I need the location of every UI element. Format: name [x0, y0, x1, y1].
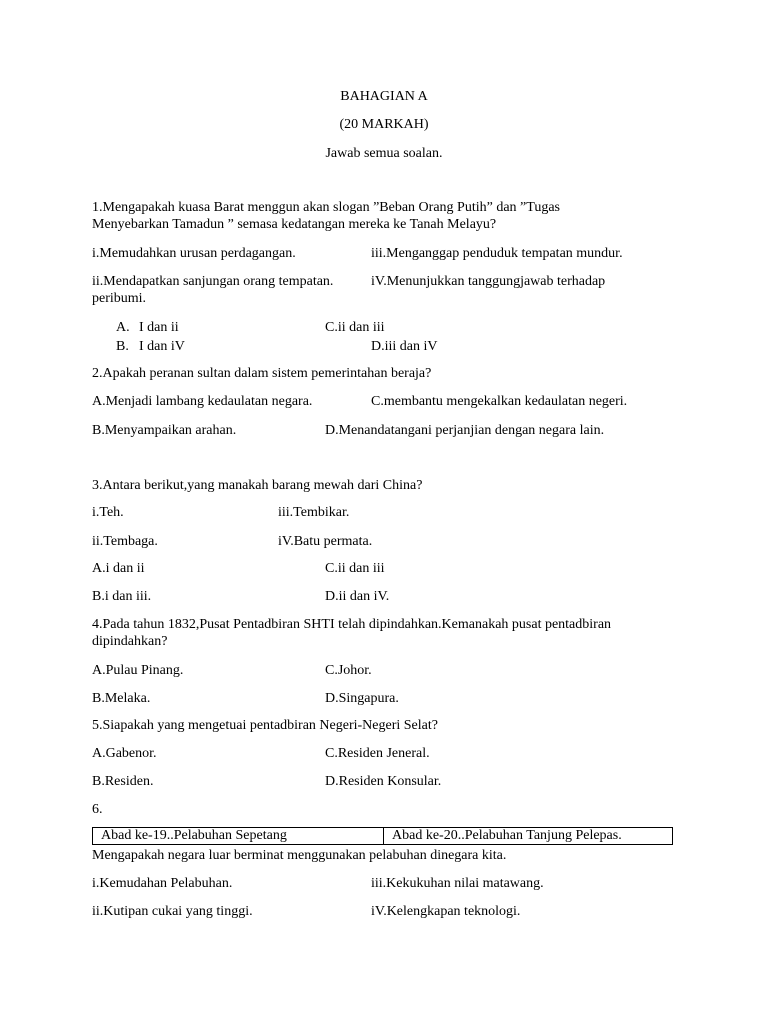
q1-statement-iv: iV.Menunjukkan tanggungjawab terhadap [371, 274, 606, 289]
q5-option-c: C.Residen Jeneral. [325, 746, 430, 761]
q5-option-d: D.Residen Konsular. [325, 774, 442, 789]
q3-statement-ii: ii.Tembaga. [92, 534, 158, 549]
instruction-text: Jawab semua soalan. [325, 146, 443, 161]
q1-statement-ii: ii.Mendapatkan sanjungan orang tempatan. [92, 274, 334, 289]
q2-option-d: D.Menandatangani perjanjian dengan negara lain. [325, 423, 605, 438]
q6-statement-i: i.Kemudahan Pelabuhan. [92, 876, 233, 891]
q6-table-cell-1: Abad ke-19..Pelabuhan Sepetang [93, 828, 384, 844]
q6-statement-ii: ii.Kutipan cukai yang tinggi. [92, 904, 253, 919]
q3-option-d: D.ii dan iV. [325, 589, 390, 604]
q3-statement-iii: iii.Tembikar. [278, 505, 350, 520]
q2-option-a: A.Menjadi lambang kedaulatan negara. [92, 394, 313, 409]
q1-option-a-marker: A. [116, 320, 130, 335]
q1-statement-i: i.Memudahkan urusan perdagangan. [92, 246, 296, 261]
q3-statement-iv: iV.Batu permata. [278, 534, 373, 549]
q5-option-b: B.Residen. [92, 774, 154, 789]
q3-question: 3.Antara berikut,yang manakah barang mewah dari China? [92, 478, 423, 493]
q1-question-line2: Menyebarkan Tamadun ” semasa kedatangan mereka ke Tanah Melayu? [92, 217, 497, 232]
q6-question: Mengapakah negara luar berminat menggunakan pelabuhan dinegara kita. [92, 848, 507, 863]
q6-table-cell-2: Abad ke-20..Pelabuhan Tanjung Pelepas. [392, 828, 622, 843]
q1-option-d: D.iii dan iV [371, 339, 438, 354]
q6-number: 6. [92, 802, 103, 817]
q4-option-a: A.Pulau Pinang. [92, 663, 184, 678]
q4-option-c: C.Johor. [325, 663, 372, 678]
q4-question-line1: 4.Pada tahun 1832,Pusat Pentadbiran SHTI telah dipindahkan.Kemanakah pusat pentadbiran [92, 617, 612, 632]
q1-option-c: C.ii dan iii [325, 320, 385, 335]
q2-question: 2.Apakah peranan sultan dalam sistem pemerintahan beraja? [92, 366, 432, 381]
q3-option-a: A.i dan ii [92, 561, 145, 576]
q5-question: 5.Siapakah yang mengetuai pentadbiran Negeri-Negeri Selat? [92, 718, 438, 733]
section-title: BAHAGIAN A [340, 89, 428, 104]
q1-question-line1: 1.Mengapakah kuasa Barat menggun akan slogan ”Beban Orang Putih” dan ”Tugas [92, 200, 560, 215]
q2-option-c: C.membantu mengekalkan kedaulatan negeri. [371, 394, 628, 409]
q1-option-a: I dan ii [139, 320, 179, 335]
q3-option-b: B.i dan iii. [92, 589, 152, 604]
q1-statement-iii: iii.Menganggap penduduk tempatan mundur. [371, 246, 623, 261]
q5-option-a: A.Gabenor. [92, 746, 157, 761]
marks-label: (20 MARKAH) [339, 117, 429, 132]
q1-option-b-marker: B. [116, 339, 129, 354]
q4-option-b: B.Melaka. [92, 691, 151, 706]
q4-option-d: D.Singapura. [325, 691, 399, 706]
q6-statement-iii: iii.Kekukuhan nilai matawang. [371, 876, 544, 891]
q6-statement-iv: iV.Kelengkapan teknologi. [371, 904, 521, 919]
q3-statement-i: i.Teh. [92, 505, 124, 520]
q2-option-b: B.Menyampaikan arahan. [92, 423, 237, 438]
q1-statement-iv-continued: peribumi. [92, 291, 147, 306]
q4-question-line2: dipindahkan? [92, 634, 168, 649]
q3-option-c: C.ii dan iii [325, 561, 385, 576]
q1-option-b: I dan iV [139, 339, 185, 354]
q6-table [92, 827, 673, 845]
